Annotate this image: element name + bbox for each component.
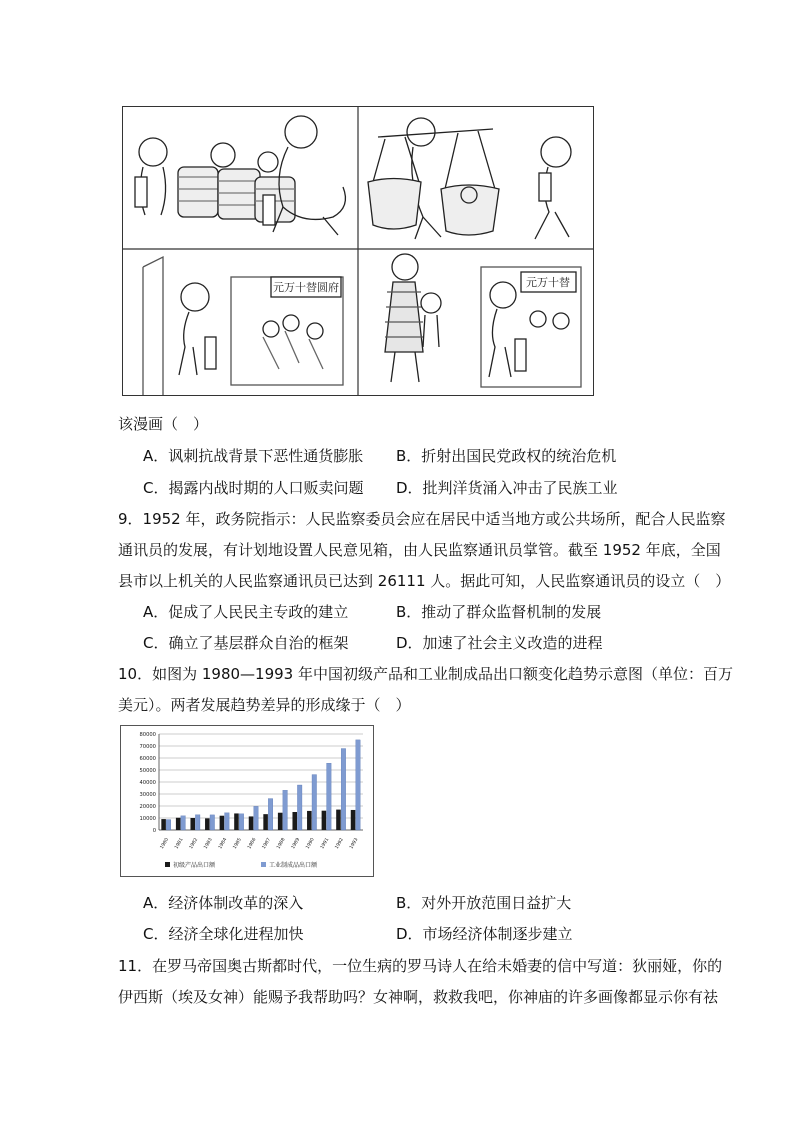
comic-panel-1	[135, 116, 345, 235]
y-tick-label: 0	[152, 828, 156, 834]
comic-drawing	[123, 107, 593, 395]
bar-manufactured-goods	[254, 806, 259, 830]
bar-manufactured-goods	[341, 749, 346, 830]
bar-manufactured-goods	[283, 790, 288, 830]
q11-stem-line-1: 11．在罗马帝国奥古斯都时代，一位生病的罗马诗人在给未婚妻的信中写道：狄丽娅，你的	[118, 957, 723, 975]
bar-primary-products	[176, 818, 181, 830]
comic-panel-2	[368, 118, 571, 239]
bar-manufactured-goods	[297, 785, 302, 830]
comic-sign-1: 元万十替圆府	[273, 281, 339, 294]
x-tick-label: 1991	[320, 837, 331, 851]
x-tick-label: 1985	[232, 837, 243, 851]
x-tick-label: 1982	[188, 837, 200, 851]
x-tick-label: 1983	[203, 837, 214, 851]
comic-panel-4	[385, 254, 581, 387]
q10-option-d[interactable]: D．市场经济体制逐步建立	[396, 925, 573, 943]
bar-primary-products	[234, 813, 239, 830]
y-tick-label: 10000	[139, 816, 156, 822]
comic-sign-2: 元万十替	[526, 276, 570, 289]
legend-label-manufactured: 工业制成品出口额	[269, 862, 318, 869]
q9-stem-line-3: 县市以上机关的人民监察通讯员已达到 26111 人。据此可知，人民监察通讯员的设立（ ）	[118, 572, 731, 590]
q9-stem-line-2: 通讯员的发展，有计划地设置人民意见箱，由人民监察通讯员掌管。截至 1952 年底，全国	[118, 541, 721, 559]
q10-option-a[interactable]: A．经济体制改革的深入	[143, 894, 304, 912]
legend-swatch-manufactured	[261, 862, 266, 867]
export-chart-svg	[121, 726, 373, 876]
q9-option-a[interactable]: A．促成了人民民主专政的建立	[143, 603, 349, 621]
bar-primary-products	[205, 818, 210, 830]
q9-option-c[interactable]: C．确立了基层群众自治的框架	[143, 634, 349, 652]
q8-option-d[interactable]: D．批判洋货涌入冲击了民族工业	[396, 479, 618, 497]
q8-option-b[interactable]: B．折射出国民党政权的统治危机	[396, 447, 617, 465]
bar-manufactured-goods	[166, 820, 171, 830]
bar-manufactured-goods	[181, 816, 186, 830]
y-tick-label: 40000	[139, 780, 156, 786]
y-tick-label: 70000	[139, 744, 156, 750]
q9-option-d[interactable]: D．加速了社会主义改造的进程	[396, 634, 603, 652]
q11-stem-line-2: 伊西斯（埃及女神）能赐予我帮助吗？女神啊，救救我吧，你神庙的许多画像都显示你有祛	[118, 988, 719, 1006]
y-tick-label: 60000	[139, 756, 156, 762]
bar-primary-products	[249, 816, 254, 830]
bar-primary-products	[161, 819, 166, 830]
x-tick-label: 1986	[247, 837, 258, 851]
bar-manufactured-goods	[356, 740, 361, 830]
q8-stem: 该漫画（ ）	[118, 415, 209, 433]
bar-manufactured-goods	[195, 815, 200, 830]
legend-swatch-primary	[165, 862, 170, 867]
x-tick-label: 1990	[305, 837, 316, 851]
comic-panel-3	[143, 257, 343, 395]
q9-option-b[interactable]: B．推动了群众监督机制的发展	[396, 603, 602, 621]
x-tick-label: 1984	[218, 837, 229, 851]
comic-figure	[122, 106, 594, 396]
bar-manufactured-goods	[312, 775, 317, 830]
y-tick-label: 50000	[139, 768, 156, 774]
x-tick-label: 1987	[261, 837, 273, 851]
y-tick-label: 30000	[139, 792, 156, 798]
bar-primary-products	[263, 814, 268, 830]
legend-label-primary: 初级产品出口额	[173, 862, 216, 869]
bar-manufactured-goods	[327, 763, 332, 830]
q10-option-b[interactable]: B．对外开放范围日益扩大	[396, 894, 572, 912]
bar-primary-products	[307, 811, 312, 830]
y-tick-label: 80000	[139, 732, 156, 738]
bar-manufactured-goods	[239, 814, 244, 830]
q9-stem-line-1: 9．1952 年，政务院指示：人民监察委员会应在居民中适当地方或公共场所，配合人民监察	[118, 510, 726, 528]
bar-primary-products	[190, 818, 195, 830]
x-tick-label: 1988	[276, 837, 287, 851]
bar-manufactured-goods	[210, 815, 215, 830]
bar-primary-products	[292, 812, 297, 830]
x-tick-label: 1992	[334, 837, 345, 851]
q10-stem-line-2: 美元）。两者发展趋势差异的形成缘于（ ）	[118, 696, 411, 714]
bar-manufactured-goods	[268, 799, 273, 830]
bar-primary-products	[336, 810, 341, 830]
x-tick-label: 1989	[290, 837, 302, 851]
bar-primary-products	[322, 811, 327, 830]
q10-option-c[interactable]: C．经济全球化进程加快	[143, 925, 304, 943]
q10-stem-line-1: 10．如图为 1980—1993 年中国初级产品和工业制成品出口额变化趋势示意图（单位：百万	[118, 665, 733, 683]
bar-primary-products	[220, 816, 225, 830]
bar-manufactured-goods	[225, 813, 230, 830]
x-tick-label: 1981	[174, 837, 185, 851]
bar-primary-products	[351, 810, 356, 830]
x-tick-label: 1980	[159, 837, 171, 851]
x-tick-label: 1993	[349, 837, 360, 851]
q8-option-c[interactable]: C．揭露内战时期的人口贩卖问题	[143, 479, 364, 497]
q8-option-a[interactable]: A．讽刺抗战背景下恶性通货膨胀	[143, 447, 364, 465]
bar-primary-products	[278, 813, 283, 830]
y-tick-label: 20000	[139, 804, 156, 810]
export-chart	[120, 725, 374, 877]
